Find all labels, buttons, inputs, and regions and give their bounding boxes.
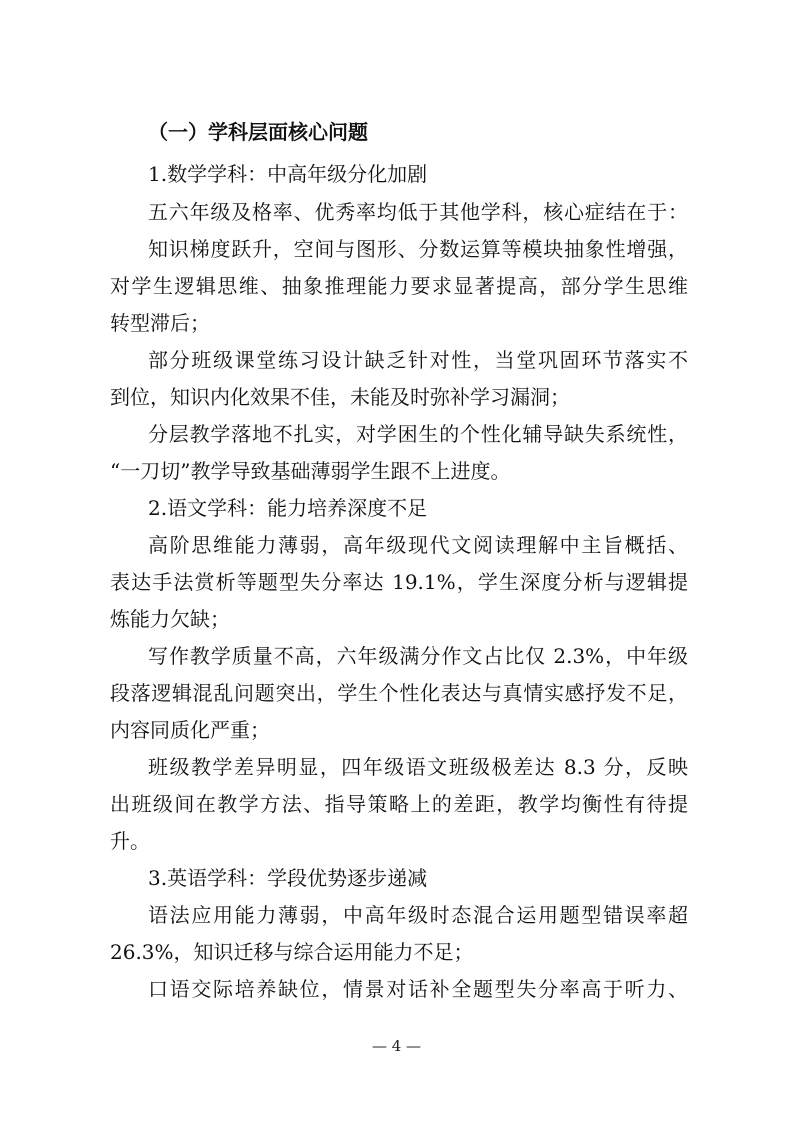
chinese-paragraph-3-line-2: 出班级间在教学方法、指导策略上的差距，教学均衡性有待提 xyxy=(110,792,688,816)
math-paragraph-3-line-1: 分层教学落地不扎实，对学困生的个性化辅导缺失系统性， xyxy=(148,422,688,446)
page-number: — 4 — xyxy=(371,1037,422,1055)
math-paragraph-3-line-2: “一刀切”教学导致基础薄弱学生跟不上进度。 xyxy=(110,459,511,483)
chinese-paragraph-2-line-2: 段落逻辑混乱问题突出，学生个性化表达与真情实感抒发不足， xyxy=(110,681,688,705)
chinese-paragraph-3-line-1: 班级教学差异明显，四年级语文班级极差达 8.3 分，反映 xyxy=(148,755,688,779)
english-paragraph-1-line-1: 语法应用能力薄弱，中高年级时态混合运用题型错误率超 xyxy=(148,903,688,927)
section-heading: （一）学科层面核心问题 xyxy=(148,120,368,144)
chinese-paragraph-3-line-3: 升。 xyxy=(110,829,150,853)
chinese-subsection-title: 2.语文学科：能力培养深度不足 xyxy=(148,496,428,520)
english-paragraph-2-line-1: 口语交际培养缺位，情景对话补全题型失分率高于听力、 xyxy=(148,977,688,1001)
english-subsection-title: 3.英语学科：学段优势逐步递减 xyxy=(148,866,428,890)
chinese-paragraph-2-line-3: 内容同质化严重； xyxy=(110,718,270,742)
chinese-paragraph-1-line-3: 炼能力欠缺； xyxy=(110,607,230,631)
math-paragraph-1-line-2: 对学生逻辑思维、抽象推理能力要求显著提高，部分学生思维 xyxy=(110,274,688,298)
chinese-paragraph-1-line-1: 高阶思维能力薄弱，高年级现代文阅读理解中主旨概括、 xyxy=(148,533,688,557)
math-paragraph-2-line-1: 部分班级课堂练习设计缺乏针对性，当堂巩固环节落实不 xyxy=(148,348,688,372)
chinese-paragraph-2-line-1: 写作教学质量不高，六年级满分作文占比仅 2.3%，中年级 xyxy=(148,644,688,668)
math-paragraph-2-line-2: 到位，知识内化效果不佳，未能及时弥补学习漏洞； xyxy=(110,385,570,409)
chinese-paragraph-1-line-2: 表达手法赏析等题型失分率达 19.1%，学生深度分析与逻辑提 xyxy=(110,570,688,594)
math-paragraph-1-line-1: 知识梯度跃升，空间与图形、分数运算等模块抽象性增强， xyxy=(148,237,688,261)
math-intro: 五六年级及格率、优秀率均低于其他学科，核心症结在于： xyxy=(148,200,688,224)
math-paragraph-1-line-3: 转型滞后； xyxy=(110,311,210,335)
math-subsection-title: 1.数学学科：中高年级分化加剧 xyxy=(148,162,428,186)
english-paragraph-1-line-2: 26.3%，知识迁移与综合运用能力不足； xyxy=(110,940,474,964)
